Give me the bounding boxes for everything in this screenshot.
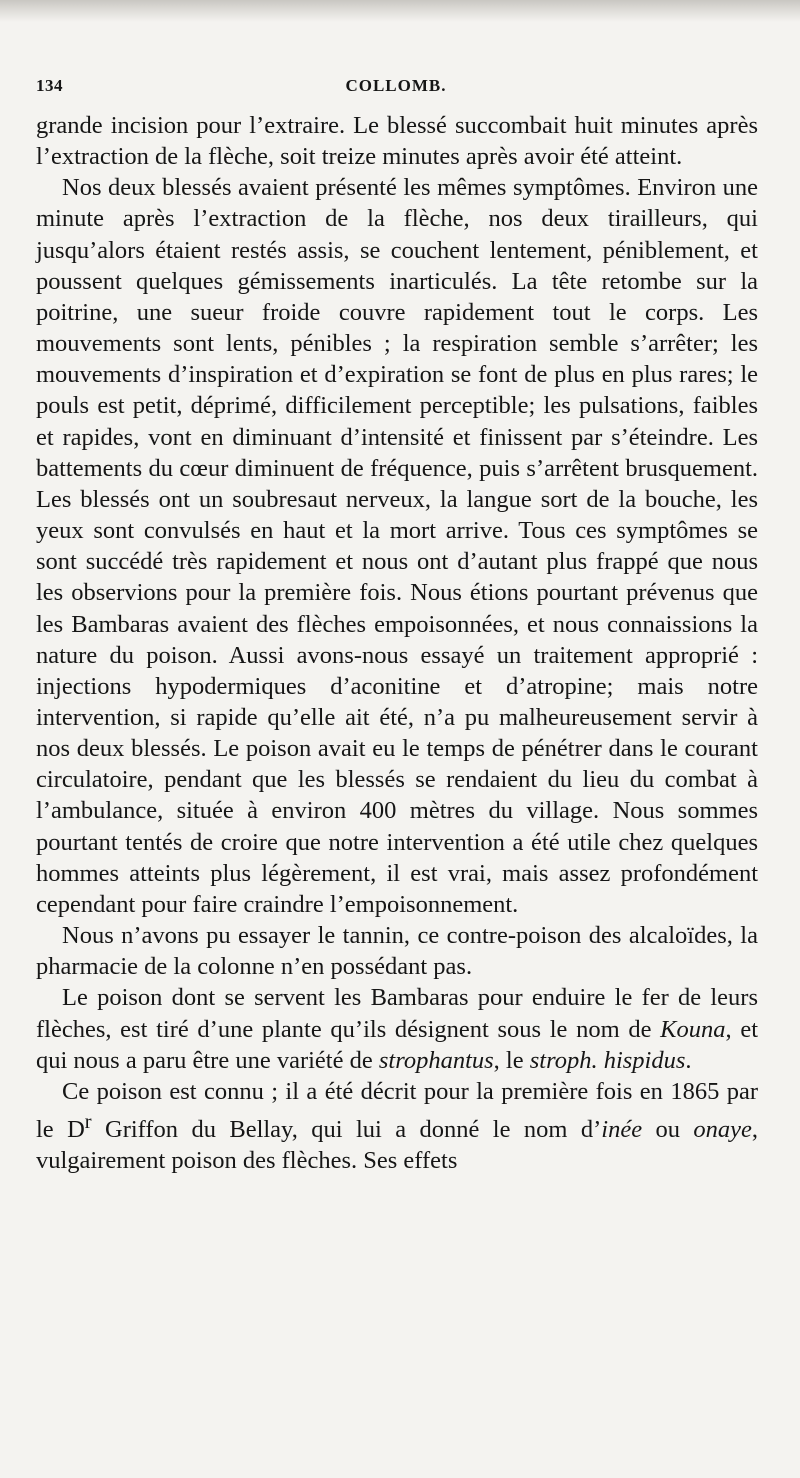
page-top-shadow bbox=[0, 0, 800, 22]
text-run: Ce poison est connu ; il a été décrit pour la première fois en 1865 par le D bbox=[36, 1077, 758, 1144]
text-run: , vulgairement poison des flèches. Ses effets bbox=[36, 1116, 759, 1175]
text-run: Le poison dont se servent les Bambaras pour enduire le fer de leurs flèches, est tiré d’une plante qu’ils désignent sous le nom de bbox=[36, 984, 758, 1043]
text-run: ou bbox=[642, 1116, 694, 1144]
paragraph-continued: grande incision pour l’extraire. Le blessé succombait huit minutes après l’extraction de la flèche, soit treize minutes après avoir été atteint. bbox=[36, 112, 758, 171]
page-header bbox=[36, 76, 756, 100]
paragraph-tannin: Nous n’avons pu essayer le tannin, ce contre-poison des alcaloïdes, la pharmacie de la colonne n’en possédant pas. bbox=[36, 922, 758, 981]
page-number: 134 bbox=[36, 76, 63, 95]
italic-term-kouna: Kouna bbox=[660, 1015, 726, 1043]
italic-term-onaye: onaye bbox=[693, 1116, 752, 1144]
paragraph-symptoms: Nos deux blessés avaient présenté les mêmes symptômes. Environ une minute après l’extraction de la flèche, nos deux tirailleurs, qui jusqu’alors étaient restés assis, se couchent lentement, péniblement, et poussent quelques gémissements inarticulés. La tête retombe sur la poitrine, une sueur froide couvre rapidement tout le corps. Les mouvements sont lents, pénibles ; la respiration semble s’arrêter; les mouvements d’inspiration et d’expiration se font de plus en plus rares; le pouls est petit, déprimé, difficilement perceptible; les pulsations, faibles et rapides, vont en diminuant d’intensité et finissent par s’éteindre. Les battements du cœur diminuent de fréquence, puis s’arrêtent brusquement. Les blessés ont un soubresaut nerveux, la langue sort de la bouche, les yeux sont convulsés en haut et la mort arrive. Tous ces symptômes se sont succédé très rapidement et nous ont d’autant plus frappé que nous les observions pour la première fois. Nous étions pourtant prévenus que les Bambaras avaient des flèches empoisonnées, et nous connaissions la nature du poison. Aussi avons-nous essayé un traitement approprié : injections hypodermiques d’aconitine et d’atropine; mais notre intervention, si rapide qu’elle ait été, n’a pu malheureusement servir à nos deux blessés. Le poison avait eu le temps de pénétrer dans le courant circulatoire, pendant que les blessés se rendaient du lieu du combat à l’ambulance, située à environ 400 mètres du village. Nous sommes pourtant tentés de croire que notre intervention a été utile chez quelques hommes atteints plus légèrement, il est vrai, mais assez profondément cependant pour faire craindre l’empoisonnement. bbox=[36, 174, 758, 918]
paragraph-poison-history bbox=[36, 1076, 758, 1177]
running-head: COLLOMB. bbox=[345, 76, 447, 95]
text-run: , le bbox=[493, 1046, 530, 1074]
superscript: r bbox=[84, 1111, 92, 1133]
italic-term-strophantus: strophantus bbox=[378, 1046, 494, 1074]
text-run: , et qui nous a paru être une variété de bbox=[36, 1015, 759, 1074]
text-run: . bbox=[685, 1046, 692, 1074]
italic-term-hispidus: stroph. hispidus bbox=[529, 1046, 686, 1074]
body-text bbox=[36, 110, 758, 1176]
italic-term-inee: inée bbox=[601, 1116, 643, 1144]
paragraph-poison-source bbox=[36, 982, 758, 1075]
text-run: Griffon du Bellay, qui lui a donné le nom d’ bbox=[91, 1116, 602, 1144]
